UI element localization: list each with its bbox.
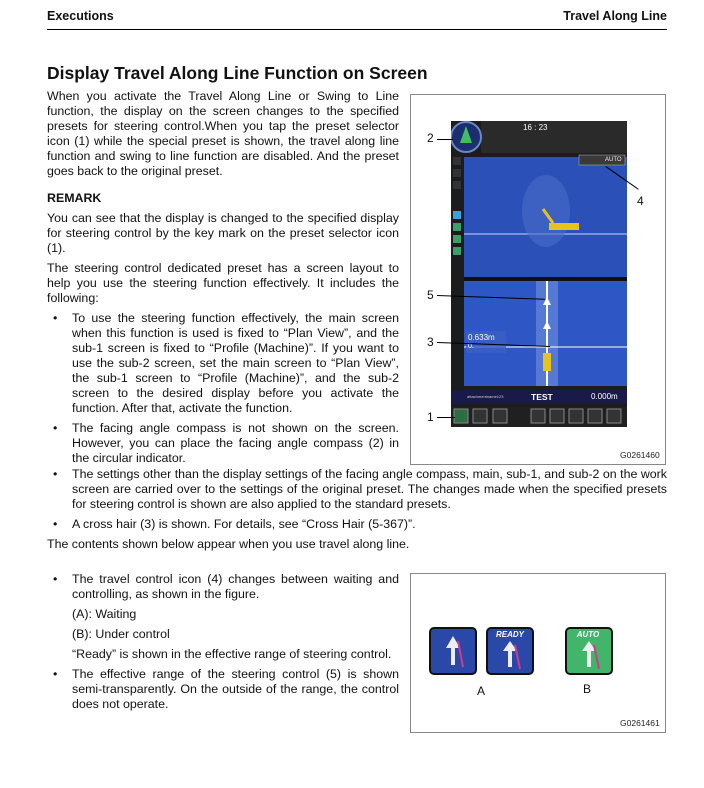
steering-preset-paragraph: The steering control dedicated preset has a screen layout to help you use the steering function effectively. It includes the following: [47, 261, 399, 305]
waiting-icon [429, 627, 477, 675]
figure-id: G0261461 [620, 718, 660, 728]
ready-label: READY [495, 630, 524, 639]
list-item: • The facing angle compass is not shown on the screen. However, you can place the facing angle compass (2) in the circular indicator. [47, 421, 399, 466]
preset-selector-icon [454, 409, 468, 423]
list-item: • The effective range of the steering control (5) is shown semi-transparently. On the outside of the range, the control does not operate. [47, 667, 399, 712]
full-width-section [47, 467, 667, 552]
callout-2: 2 [427, 131, 434, 145]
chapter-name: Travel Along Line [563, 9, 667, 23]
feature-list-part2 [47, 467, 667, 532]
auto-label: AUTO [576, 630, 600, 639]
travel-list [47, 572, 399, 712]
label-b: B [583, 682, 592, 696]
callout-line [437, 139, 453, 140]
callout-4: 4 [637, 194, 644, 208]
remark-heading: REMARK [47, 191, 102, 205]
excavator-icon [549, 223, 579, 230]
left-column-top [47, 89, 399, 466]
page-header [47, 8, 667, 30]
clock-text: 16 : 23 [523, 123, 548, 132]
ready-note: “Ready” is shown in the effective range of steering control. [72, 647, 392, 661]
attachment-name: attachmentname123 [467, 394, 504, 399]
travel-line-paragraph: The contents shown below appear when you use travel along line. [47, 537, 410, 551]
left-column-bottom [47, 572, 399, 712]
preset-name: TEST [531, 392, 553, 402]
monitor-screen-graphic [451, 121, 627, 427]
callout-line [437, 417, 455, 418]
section-name: Executions [47, 9, 114, 23]
distance-readout: 0.633m [468, 333, 495, 342]
page-title: Display Travel Along Line Function on Screen [47, 63, 428, 83]
delta-readout: 0. [468, 343, 474, 350]
callout-1: 1 [427, 410, 434, 424]
callout-5: 5 [427, 288, 434, 302]
list-item [47, 572, 399, 662]
callout-3: 3 [427, 335, 434, 349]
list-item: • To use the steering function effectively, the main screen when this function is used is fixed to “Plan View”, and the sub-1 screen is fixed to “Profile (Machine)”. If you want to use the sub-2 screen, set the main screen to “Plan View”, the sub-1 screen to “Profile (Machine)”, and the sub-2 screen to the desired display before you activate the function. After that, activate the function. [47, 311, 399, 416]
value-readout: 0.000m [591, 392, 618, 401]
intro-paragraph: When you activate the Travel Along Line or Swing to Line function, the display on the screen changes to the specified presets for steering control.When you tap the preset selector icon (1) while the special preset is shown, the travel along line function and swing to line function are disabled. And the preset goes back to the original preset. [47, 89, 399, 178]
remark-text: You can see that the display is changed to the specified display for steering control by the key mark on the preset selector icon (1). [47, 211, 399, 255]
feature-list-part1 [47, 311, 399, 466]
auto-text: AUTO [605, 157, 622, 163]
label-a: A [477, 684, 486, 698]
monitor-screenshot [451, 121, 627, 427]
travel-control-text: The travel control icon (4) changes between waiting and controlling, as shown in the figure. [72, 572, 399, 601]
list-item: • A cross hair (3) is shown. For details, see “Cross Hair (5-367)”. [47, 517, 667, 532]
sub-item-a: (A): Waiting [72, 607, 137, 621]
sub-item-b: (B): Under control [72, 627, 170, 641]
list-item: • The settings other than the display settings of the facing angle compass, main, sub-1, and sub-2 on the work screen are carried over to the settings of the original preset. The changes made when the specified presets for steering control is shown are also applied to the standard presets. [47, 467, 667, 512]
figure-id: G0261460 [620, 450, 660, 460]
